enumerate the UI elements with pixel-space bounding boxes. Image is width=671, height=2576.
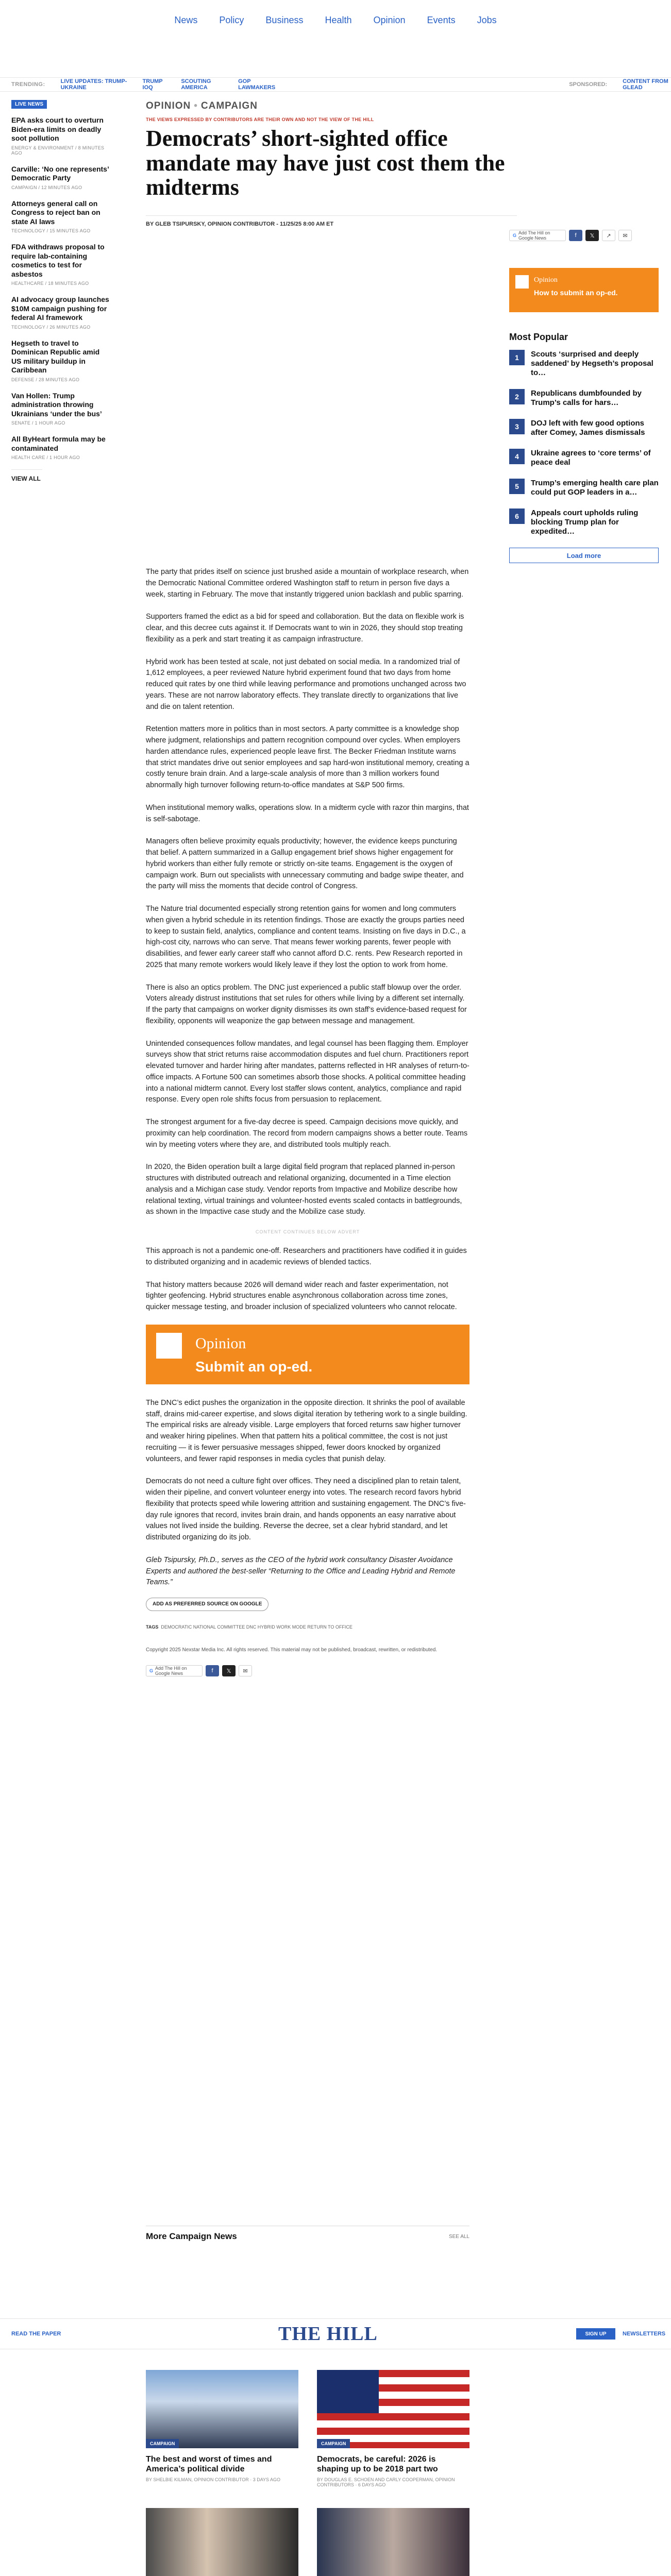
nav-jobs[interactable]: Jobs (477, 14, 497, 25)
the-hill-banner (0, 2318, 671, 2349)
the-hill-logo[interactable]: THE HILL (278, 2323, 378, 2345)
nav-health[interactable]: Health (325, 14, 352, 25)
list-item[interactable] (509, 509, 659, 536)
list-item[interactable] (509, 350, 659, 378)
google-news-label: Add The Hill on Google News (155, 1666, 187, 1676)
load-more-button[interactable]: Load more (509, 548, 659, 563)
copyright: Copyright 2025 Nexstar Media Inc. All rights reserved. This material may not be published, broadcast, rewritten, or redistributed. (146, 1647, 438, 1653)
list-item[interactable] (509, 419, 659, 437)
popular-title[interactable]: Republicans dumbfounded by Trump’s calls for hars… (531, 389, 642, 407)
author-bio: Gleb Tsipursky, Ph.D., serves as the CEO of the hybrid work consultancy Disaster Avoidance Experts and authored the best-seller “Returning to the Office and Leading Hybrid and Remote Teams.” (146, 1555, 456, 1587)
sponsored-link[interactable]: CONTENT FROM GLEAD (623, 78, 668, 91)
rail-meta: DEFENSE / 28 MINUTES AGO (11, 377, 80, 382)
list-item[interactable] (11, 116, 109, 156)
facebook-icon[interactable]: f (206, 1665, 219, 1676)
list-item[interactable] (11, 435, 109, 460)
live-news-rail (11, 99, 109, 482)
rail-title[interactable]: All ByHeart formula may be contaminated (11, 435, 106, 452)
google-icon: G (513, 233, 517, 238)
article-header (146, 100, 659, 227)
subsection-link[interactable]: CAMPAIGN (200, 100, 258, 111)
paragraph: When institutional memory walks, operations slow. In a midterm cycle with razor thin margins, that is self-sabotage. (146, 803, 469, 823)
popular-title[interactable]: DOJ left with few good options after Comey, James dismissals (531, 419, 645, 437)
comment-icon[interactable]: ✉ (239, 1665, 252, 1676)
ad-cta[interactable]: Submit an op-ed. (195, 1358, 313, 1375)
rank-badge: 5 (509, 479, 525, 494)
trending-bar (0, 77, 671, 92)
popular-title[interactable]: Ukraine agrees to ‘core terms’ of peace deal (531, 449, 651, 467)
section-link[interactable]: OPINION (146, 100, 191, 111)
ad-cta[interactable]: How to submit an op-ed. (534, 289, 618, 297)
popular-title[interactable]: Appeals court upholds ruling blocking Trump plan for expedited… (531, 509, 639, 536)
news-card[interactable] (146, 2370, 298, 2487)
paragraph: Retention matters more in politics than in most sectors. A party committee is a knowledge shop where judgment, relationships and pattern recognition compound over cycles. When employers harden attendance rules, experienced people leave first. The Becker Friedman Institute warns that strict mandates drive out senior employees and sap hard-won institutional memory, creating a costly tenure brain drain. And a large-scale analysis of more than 3 million workers found abnormally high turnover following return-to-office mandates at S&P 500 firms. (146, 725, 469, 789)
news-cards (146, 2370, 469, 2576)
nav-opinion[interactable]: Opinion (373, 14, 406, 25)
paragraph: The DNC’s edict pushes the organization in the opposite direction. It shrinks the pool of available staff, drains mid-career expertise, and slows digital iteration by tethering work to a single building. The empirical risks are already visible. Large employers that forced returns saw higher turnover and weaker hiring pipelines. When that pattern hits a political committee, the cost is not just recruiting — it is fewer persuasive messages shipped, fewer doors knocked by organized volunteers, and fewer rapid responses in media cycles that punish delay. (146, 1398, 467, 1463)
tag-links[interactable]: DEMOCRATIC NATIONAL COMMITTEE DNC HYBRID WORK MODE RETURN TO OFFICE (161, 1624, 353, 1630)
card-image[interactable] (317, 2370, 469, 2448)
trending-link[interactable]: SCOUTING AMERICA (181, 78, 211, 91)
list-item[interactable] (11, 199, 109, 234)
card-image[interactable] (317, 2508, 469, 2576)
popular-title[interactable]: Trump’s emerging health care plan could put GOP leaders in a… (531, 479, 659, 497)
list-item[interactable] (11, 392, 109, 426)
page-title: Democrats’ short-sighted office mandate may have just cost them the midterms (146, 126, 505, 200)
oped-ad[interactable] (509, 268, 659, 312)
paragraph: The party that prides itself on science just brushed aside a mountain of workplace research, when the Democratic National Committee ordered Washington staff to return in person five days a week, starting in February. The move that instantly triggered union backlash and public sparring. (146, 568, 469, 599)
rail-title[interactable]: Carville: ‘No one represents’ Democratic Party (11, 164, 109, 182)
list-item[interactable] (11, 339, 109, 382)
nav-business[interactable]: Business (265, 14, 304, 25)
list-item[interactable] (509, 449, 659, 467)
card-tag: CAMPAIGN (317, 2439, 350, 2448)
list-item[interactable] (11, 165, 109, 190)
paragraph: The Nature trial documented especially strong retention gains for women and long commuters when given a hybrid schedule in its retention findings. Those are exactly the groups parties need to keep to sustain field, analytics, compliance and content teams. Insisting on five days in D.C., a high-cost city, narrows who can serve. That means fewer working parents, fewer people with disabilities, and fewer early career staff who cannot afford D.C. rents. Pew Research reported in 2025 that many remote workers would likely leave if they lost the option to work from home. (146, 905, 466, 969)
share-bar-bottom (146, 1665, 469, 1676)
preferred-source-button[interactable]: ADD AS PREFERRED SOURCE ON GOOGLE (146, 1598, 269, 1611)
x-icon[interactable]: 𝕏 (222, 1665, 236, 1676)
contributor-disclaimer: THE VIEWS EXPRESSED BY CONTRIBUTORS ARE THEIR OWN AND NOT THE VIEW OF THE HILL (146, 117, 374, 122)
paragraph: Unintended consequences follow mandates, and legal counsel has been flagging them. Employer surveys show that strict returns raise accommodation disputes and fuel churn. Practitioners report elevated turnover and harder hiring after mandates, patterns reflected in HR analyses of return-to-office impacts. A Fortune 500 can sometimes absorb those shocks. A political committee heading into a national midterm cannot. Every lost staffer slows content, analytics, compliance and rapid response. Every open role shifts focus from persuasion to replacement. (146, 1039, 469, 1104)
top-nav (0, 0, 671, 32)
rail-meta: HEALTH CARE / 1 HOUR AGO (11, 455, 80, 460)
rail-meta: TECHNOLOGY / 26 MINUTES AGO (11, 324, 91, 330)
rank-badge: 4 (509, 449, 525, 464)
list-item[interactable] (509, 389, 659, 408)
signup-button[interactable]: SIGN UP (576, 2328, 615, 2340)
byline: BY GLEB TSIPURSKY, OPINION CONTRIBUTOR - 11/25/25 8:00 AM ET (146, 215, 517, 227)
breadcrumb-separator: • (194, 100, 198, 111)
paragraph: This approach is not a pandemic one-off. Researchers and practitioners have codified it in guides to distributed organizing and in academic reviews of blended tactics. (146, 1247, 467, 1266)
submit-oped-ad[interactable] (146, 1325, 469, 1384)
card-title[interactable]: The best and worst of times and America’s political divide (146, 2455, 272, 2474)
view-all-link[interactable]: VIEW ALL (11, 469, 42, 482)
right-rail (509, 268, 659, 563)
see-all-link[interactable]: SEE ALL (448, 2233, 469, 2240)
rail-title[interactable]: Hegseth to travel to Dominican Republic amid US military buildup in Caribbean (11, 338, 100, 374)
google-news-button[interactable] (146, 1665, 203, 1676)
card-image[interactable] (146, 2370, 298, 2448)
article-body (146, 567, 469, 1676)
paragraph: Managers often believe proximity equals productivity; however, the evidence keeps puncturing that belief. A pattern summarized in a Gallup engagement brief shows higher engagement for hybrid workers than either fully remote or strictly on-site teams. Engagement is the oxygen of campaign work. Burn out specialists with unnecessary commuting and badge swipe theater, and the party will miss the moments that decide control of Congress. (146, 837, 464, 891)
newsletters-link[interactable]: NEWSLETTERS (623, 2331, 666, 2337)
paragraph: Supporters framed the edict as a bid for speed and collaboration. But the data on flexible work is clear, and this decree cuts against it. If Democrats want to win in 2026, they should stop treating flexibility as a perk and start treating it as campaign infrastructure. (146, 613, 464, 643)
list-item[interactable] (509, 479, 659, 497)
ad-brand: Opinion (534, 276, 558, 284)
most-popular-title: Most Popular (509, 332, 568, 342)
card-image[interactable] (146, 2508, 298, 2576)
more-campaign-news (146, 2226, 469, 2242)
rank-badge: 6 (509, 509, 525, 524)
trending-link[interactable]: TRUMP IOQ (142, 78, 163, 91)
paragraph: Democrats do not need a culture fight over offices. They need a disciplined plan to retain talent, widen their pipeline, and convert volunteer energy into votes. The research record favors hybrid flexibility that protects speed while lowering attrition and sustaining engagement. The DNC’s five-day rule ignores that record, invites brain drain, and hands opponents an easy narrative about values not lived inside the building. Reverse the decree, set a clear hybrid standard, and let distributed organizing do its job. (146, 1477, 466, 1541)
rail-title[interactable]: EPA asks court to overturn Biden-era limits on deadly soot pollution (11, 116, 104, 142)
share-icon[interactable]: ↗ (602, 230, 615, 241)
news-card[interactable] (317, 2370, 469, 2487)
rail-meta: CAMPAIGN / 12 MINUTES AGO (11, 184, 82, 190)
google-news-button[interactable] (509, 230, 566, 241)
opinion-logo-icon (515, 275, 529, 289)
rail-meta: ENERGY & ENVIRONMENT / 8 MINUTES AGO (11, 145, 105, 156)
card-title[interactable]: Democrats, be careful: 2026 is shaping up to be 2018 part two (317, 2455, 438, 2474)
popular-title[interactable]: Scouts ‘surprised and deeply saddened’ by Hegseth’s proposal to… (531, 350, 653, 377)
read-paper-link[interactable]: READ THE PAPER (11, 2331, 61, 2337)
google-icon: G (149, 1668, 154, 1674)
paragraph: That history matters because 2026 will demand wider reach and faster experimentation, not tighter geofencing. Hybrid structures enable asynchronous collaboration across time zones, quicker message testing, and broader inclusion of specialized volunteers who cannot relocate. (146, 1280, 457, 1311)
ad-brand: Opinion (195, 1334, 246, 1352)
facebook-icon[interactable]: f (569, 230, 582, 241)
google-news-label: Add The Hill on Google News (518, 230, 550, 241)
comment-icon[interactable]: ✉ (618, 230, 632, 241)
rail-title[interactable]: FDA withdraws proposal to require lab-containing cosmetics to test for asbestos (11, 243, 105, 278)
card-tag: CAMPAIGN (146, 2439, 179, 2448)
list-item[interactable] (11, 295, 109, 330)
list-item[interactable] (11, 243, 109, 286)
paragraph: The strongest argument for a five-day decree is speed. Campaign decisions move quickly, and proximity can help coordination. The record from modern campaigns shows a better route. Teams win by meeting voters where they are, and distributed tools multiply reach. (146, 1118, 468, 1149)
trending-link[interactable]: LIVE UPDATES: TRUMP-UKRAINE (60, 78, 127, 91)
rank-badge: 3 (509, 419, 525, 434)
section-header (146, 2226, 469, 2242)
trending-link[interactable]: GOP LAWMAKERS (238, 78, 276, 91)
nav-news[interactable]: News (174, 14, 198, 25)
news-card[interactable] (146, 2508, 298, 2576)
live-news-badge: LIVE NEWS (11, 100, 47, 109)
rail-title[interactable]: Van Hollen: Trump administration throwing Ukrainians ‘under the bus’ (11, 391, 102, 418)
card-meta: BY SHELBIE KILMAN, OPINION CONTRIBUTOR · 3 DAYS AGO (146, 2477, 281, 2483)
nav-events[interactable]: Events (427, 14, 456, 25)
paragraph: There is also an optics problem. The DNC just experienced a public staff blowup over the order. Voters already distrust institutions that set rules for others while living by a different set internally. If the party that campaigns on worker dignity dismisses its own staff’s evidence-based request for flexibility, opponents will weaponize the gap between message and management. (146, 983, 467, 1025)
rail-meta: TECHNOLOGY / 15 MINUTES AGO (11, 228, 91, 233)
news-card[interactable] (317, 2508, 469, 2576)
rail-title[interactable]: AI advocacy group launches $10M campaign pushing for federal AI framework (11, 295, 109, 321)
tags-row (146, 1623, 469, 1631)
trending-label: TRENDING: (11, 81, 45, 88)
advert-label: CONTENT CONTINUES BELOW ADVERT (255, 1229, 360, 1234)
paragraph: In 2020, the Biden operation built a large digital field program that replaced planned in-person structures with distributed outreach and relational organizing, documented in a Time election analysis and a Michigan case study. Vendor reports from Impactive and Mobilize describe how relational texting, virtual trainings and volunteer-hosted events scaled contacts in battlegrounds, as shown in the Impactive case study and the Mobilize case study. (146, 1163, 462, 1216)
rank-badge: 1 (509, 350, 525, 365)
section-title: More Campaign News (146, 2231, 237, 2241)
share-bar (509, 230, 632, 241)
rail-meta: SENATE / 1 HOUR AGO (11, 420, 65, 426)
breadcrumb (146, 100, 659, 112)
x-icon[interactable]: 𝕏 (585, 230, 599, 241)
flag-canton (317, 2370, 379, 2413)
paragraph: Hybrid work has been tested at scale, not just debated on social media. In a randomized trial of 1,612 employees, a peer reviewed Nature hybrid experiment found that two days from home reduced quit rates by one third while leaving performance and promotions unchanged across two years. These are not narrow laboratory effects. They translate directly to organizations that live and die on talent retention. (146, 657, 466, 711)
tags-label: TAGS (146, 1624, 159, 1630)
sponsored-label: SPONSORED: (569, 81, 608, 88)
card-meta: BY DOUGLAS E. SCHOEN AND CARLY COOPERMAN, OPINION CONTRIBUTORS · 6 DAYS AGO (317, 2477, 455, 2488)
opinion-logo-icon (156, 1333, 182, 1359)
rail-meta: HEALTHCARE / 18 MINUTES AGO (11, 281, 89, 286)
nav-policy[interactable]: Policy (219, 14, 244, 25)
rail-title[interactable]: Attorneys general call on Congress to reject ban on state AI laws (11, 199, 100, 226)
rank-badge: 2 (509, 389, 525, 404)
